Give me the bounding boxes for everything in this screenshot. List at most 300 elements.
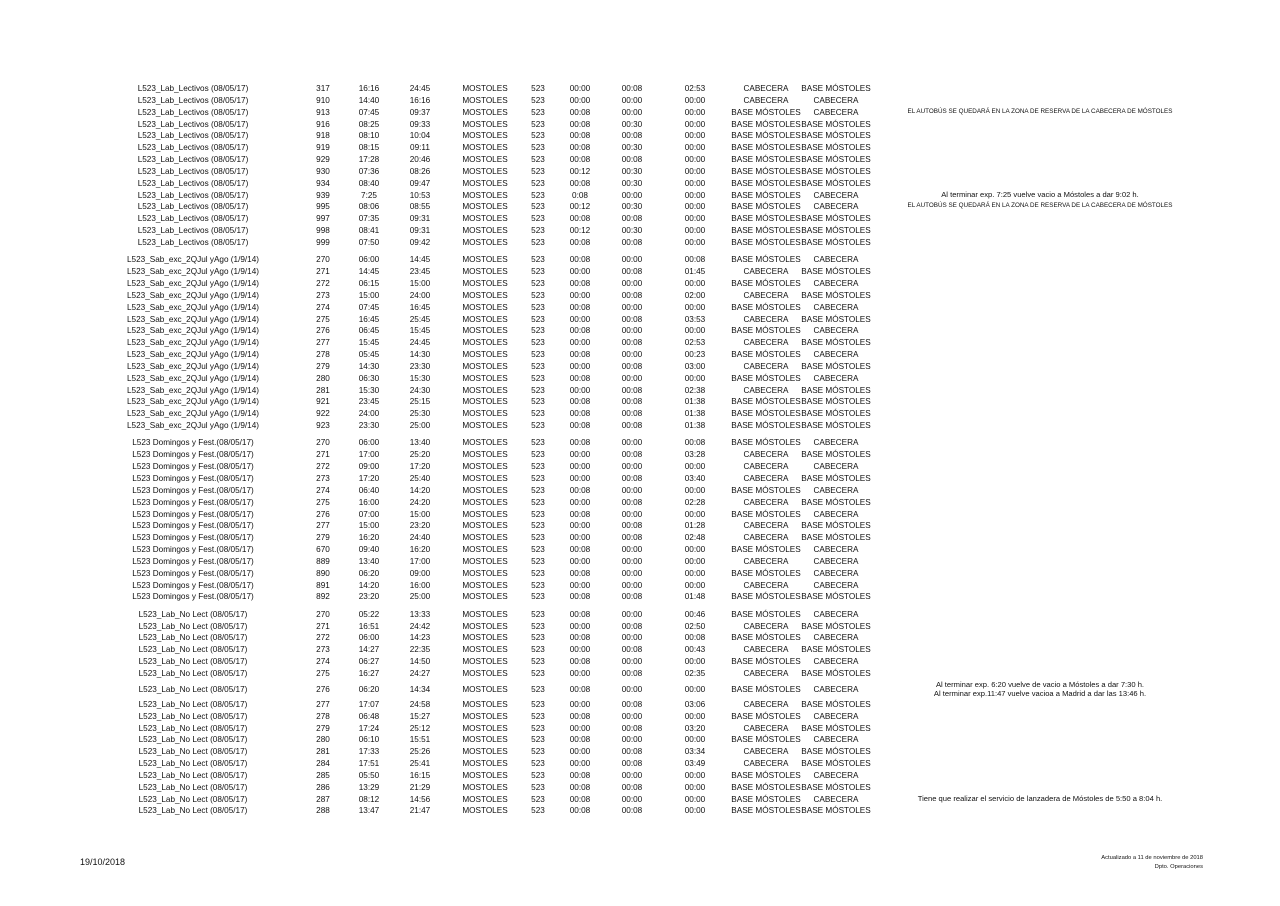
line-number-cell: 523 xyxy=(531,373,545,383)
note-line: Al terminar exp. 6:20 vuelve de vacio a Móstoles a dar 7:30 h. xyxy=(935,680,1145,690)
end-time-cell: 24:20 xyxy=(409,497,431,507)
table-row xyxy=(0,591,1280,603)
empty-time-start-cell: 00:12 xyxy=(569,166,591,176)
service-number-cell: 317 xyxy=(316,84,330,93)
origin-cell: BASE MÓSTOLES xyxy=(731,711,801,721)
start-time-cell: 05:50 xyxy=(358,770,380,780)
empty-time-start-cell: 00:08 xyxy=(569,373,591,383)
empty-time-end-cell: 00:00 xyxy=(621,438,643,448)
start-time-cell: 06:30 xyxy=(358,373,380,383)
empty-time-start-cell: 00:08 xyxy=(569,485,591,495)
empty-time-start-cell: 00:08 xyxy=(569,326,591,336)
destination-cell: CABECERA xyxy=(813,794,859,804)
origin-cell: CABECERA xyxy=(743,450,789,460)
destination-cell: BASE MÓSTOLES xyxy=(801,669,871,678)
table-row xyxy=(0,119,1280,131)
start-time-cell: 08:10 xyxy=(358,131,380,141)
origin-cell: BASE MÓSTOLES xyxy=(731,373,801,383)
start-time-cell: 16:27 xyxy=(358,669,380,678)
line-number-cell: 523 xyxy=(531,633,545,643)
line-number-cell: 523 xyxy=(531,509,545,519)
empty-time-start-cell: 00:08 xyxy=(569,684,591,694)
service-name-cell: L523 Domingos y Fest.(08/05/17) xyxy=(132,497,254,507)
line-number-cell: 523 xyxy=(531,645,545,655)
service-name-cell: L523_Sab_exc_2QJul yAgo (1/9/14) xyxy=(127,290,259,300)
line-number-cell: 523 xyxy=(531,711,545,721)
start-time-cell: 23:45 xyxy=(358,397,380,407)
end-time-cell: 15:45 xyxy=(409,326,431,336)
origin-cell: BASE MÓSTOLES xyxy=(731,255,801,265)
empty-time-start-cell: 00:00 xyxy=(569,314,591,324)
extra-time-cell: 00:00 xyxy=(684,782,706,792)
table-row xyxy=(0,95,1280,107)
origin-cell: CABECERA xyxy=(743,669,789,678)
note-cell xyxy=(860,201,1220,210)
service-number-cell: 285 xyxy=(316,770,330,780)
destination-cell: BASE MÓSTOLES xyxy=(801,267,871,277)
destination-cell: BASE MÓSTOLES xyxy=(801,338,871,348)
start-time-cell: 14:45 xyxy=(358,267,380,277)
destination-cell: BASE MÓSTOLES xyxy=(801,497,871,507)
service-name-cell: L523_Sab_exc_2QJul yAgo (1/9/14) xyxy=(127,397,259,407)
end-time-cell: 24:30 xyxy=(409,385,431,395)
start-time-cell: 06:27 xyxy=(358,657,380,667)
line-number-cell: 523 xyxy=(531,409,545,419)
note-cell xyxy=(860,680,1220,699)
service-number-cell: 270 xyxy=(316,438,330,448)
service-name-cell: L523_Lab_Lectivos (08/05/17) xyxy=(137,178,249,188)
empty-time-start-cell: 00:00 xyxy=(569,521,591,531)
empty-time-start-cell: 00:08 xyxy=(569,545,591,555)
line-number-cell: 523 xyxy=(531,202,545,212)
end-time-cell: 08:26 xyxy=(409,166,431,176)
line-number-cell: 523 xyxy=(531,226,545,236)
extra-time-cell: 02:00 xyxy=(684,290,706,300)
city-cell: MOSTOLES xyxy=(462,711,508,721)
destination-cell: CABECERA xyxy=(813,279,859,288)
line-number-cell: 523 xyxy=(531,279,545,288)
extra-time-cell: 00:46 xyxy=(684,609,706,619)
empty-time-end-cell: 00:00 xyxy=(621,462,643,472)
origin-cell: BASE MÓSTOLES xyxy=(731,155,801,165)
service-name-cell: L523_Sab_exc_2QJul yAgo (1/9/14) xyxy=(127,421,259,431)
empty-time-end-cell: 00:30 xyxy=(621,119,643,129)
start-time-cell: 08:40 xyxy=(358,178,380,188)
service-name-cell: L523_Lab_Lectivos (08/05/17) xyxy=(137,166,249,176)
origin-cell: BASE MÓSTOLES xyxy=(731,633,801,643)
line-number-cell: 523 xyxy=(531,237,545,247)
table-row xyxy=(0,734,1280,746)
empty-time-end-cell: 00:08 xyxy=(621,421,643,431)
end-time-cell: 13:40 xyxy=(409,438,431,448)
end-time-cell: 10:53 xyxy=(409,190,431,200)
city-cell: MOSTOLES xyxy=(462,409,508,419)
city-cell: MOSTOLES xyxy=(462,735,508,745)
service-number-cell: 273 xyxy=(316,290,330,300)
service-number-cell: 277 xyxy=(316,338,330,348)
destination-cell: CABECERA xyxy=(813,556,859,566)
destination-cell: BASE MÓSTOLES xyxy=(801,226,871,236)
service-number-cell: 998 xyxy=(316,226,330,236)
city-cell: MOSTOLES xyxy=(462,314,508,324)
destination-cell: BASE MÓSTOLES xyxy=(801,747,871,757)
empty-time-end-cell: 00:00 xyxy=(621,485,643,495)
origin-cell: BASE MÓSTOLES xyxy=(731,609,801,619)
city-cell: MOSTOLES xyxy=(462,723,508,733)
service-number-cell: 670 xyxy=(316,545,330,555)
origin-cell: BASE MÓSTOLES xyxy=(731,592,801,602)
service-number-cell: 916 xyxy=(316,119,330,129)
service-name-cell: L523_Lab_Lectivos (08/05/17) xyxy=(137,119,249,129)
service-name-cell: L523_Lab_Lectivos (08/05/17) xyxy=(137,155,249,165)
line-number-cell: 523 xyxy=(531,119,545,129)
empty-time-start-cell: 00:08 xyxy=(569,143,591,153)
start-time-cell: 06:20 xyxy=(358,684,380,694)
line-number-cell: 523 xyxy=(531,314,545,324)
line-number-cell: 523 xyxy=(531,155,545,165)
empty-time-end-cell: 00:00 xyxy=(621,279,643,288)
table-row xyxy=(0,130,1280,142)
line-number-cell: 523 xyxy=(531,350,545,360)
origin-cell: BASE MÓSTOLES xyxy=(731,409,801,419)
end-time-cell: 14:23 xyxy=(409,633,431,643)
start-time-cell: 7:25 xyxy=(361,190,377,200)
city-cell: MOSTOLES xyxy=(462,107,508,117)
service-number-cell: 281 xyxy=(316,747,330,757)
service-number-cell: 281 xyxy=(316,385,330,395)
service-name-cell: L523 Domingos y Fest.(08/05/17) xyxy=(132,485,254,495)
city-cell: MOSTOLES xyxy=(462,462,508,472)
city-cell: MOSTOLES xyxy=(462,373,508,383)
empty-time-start-cell: 00:08 xyxy=(569,409,591,419)
extra-time-cell: 02:38 xyxy=(684,385,706,395)
start-time-cell: 13:47 xyxy=(358,806,380,816)
note-line: Al terminar exp. 7:25 vuelve vacio a Móstoles a dar 9:02 h. xyxy=(941,189,1139,199)
destination-cell: BASE MÓSTOLES xyxy=(801,119,871,129)
empty-time-start-cell: 00:00 xyxy=(569,533,591,543)
empty-time-end-cell: 00:08 xyxy=(621,669,643,678)
extra-time-cell: 00:00 xyxy=(684,326,706,336)
empty-time-start-cell: 00:08 xyxy=(569,237,591,247)
destination-cell: CABECERA xyxy=(813,580,859,590)
service-name-cell: L523_Sab_exc_2QJul yAgo (1/9/14) xyxy=(127,279,259,288)
empty-time-start-cell: 00:08 xyxy=(569,397,591,407)
service-name-cell: L523 Domingos y Fest.(08/05/17) xyxy=(132,568,254,578)
table-row xyxy=(0,632,1280,644)
city-cell: MOSTOLES xyxy=(462,684,508,694)
empty-time-start-cell: 00:00 xyxy=(569,556,591,566)
line-number-cell: 523 xyxy=(531,699,545,709)
line-number-cell: 523 xyxy=(531,255,545,265)
destination-cell: CABECERA xyxy=(813,190,859,200)
extra-time-cell: 00:00 xyxy=(684,545,706,555)
table-row xyxy=(0,408,1280,420)
start-time-cell: 07:50 xyxy=(358,237,380,247)
empty-time-end-cell: 00:00 xyxy=(621,633,643,643)
empty-time-end-cell: 00:00 xyxy=(621,735,643,745)
table-row xyxy=(0,461,1280,473)
empty-time-start-cell: 00:08 xyxy=(569,421,591,431)
start-time-cell: 08:15 xyxy=(358,143,380,153)
table-row xyxy=(0,190,1280,202)
origin-cell: CABECERA xyxy=(743,621,789,631)
start-time-cell: 24:00 xyxy=(358,409,380,419)
start-time-cell: 09:00 xyxy=(358,462,380,472)
start-time-cell: 17:33 xyxy=(358,747,380,757)
destination-cell: BASE MÓSTOLES xyxy=(801,237,871,247)
table-row xyxy=(0,237,1280,249)
empty-time-start-cell: 00:00 xyxy=(569,361,591,371)
destination-cell: CABECERA xyxy=(813,568,859,578)
line-number-cell: 523 xyxy=(531,794,545,804)
table-row xyxy=(0,532,1280,544)
city-cell: MOSTOLES xyxy=(462,485,508,495)
line-number-cell: 523 xyxy=(531,759,545,769)
line-number-cell: 523 xyxy=(531,621,545,631)
city-cell: MOSTOLES xyxy=(462,782,508,792)
service-number-cell: 279 xyxy=(316,361,330,371)
line-number-cell: 523 xyxy=(531,806,545,816)
service-number-cell: 934 xyxy=(316,178,330,188)
empty-time-start-cell: 00:08 xyxy=(569,178,591,188)
extra-time-cell: 00:00 xyxy=(684,155,706,165)
end-time-cell: 24:42 xyxy=(409,621,431,631)
service-number-cell: 272 xyxy=(316,633,330,643)
empty-time-end-cell: 00:30 xyxy=(621,226,643,236)
line-number-cell: 523 xyxy=(531,521,545,531)
line-number-cell: 523 xyxy=(531,361,545,371)
extra-time-cell: 00:00 xyxy=(684,202,706,212)
end-time-cell: 09:42 xyxy=(409,237,431,247)
extra-time-cell: 00:00 xyxy=(684,770,706,780)
line-number-cell: 523 xyxy=(531,338,545,348)
table-row xyxy=(0,473,1280,485)
origin-cell: BASE MÓSTOLES xyxy=(731,302,801,312)
city-cell: MOSTOLES xyxy=(462,166,508,176)
end-time-cell: 13:33 xyxy=(409,609,431,619)
city-cell: MOSTOLES xyxy=(462,397,508,407)
service-number-cell: 995 xyxy=(316,202,330,212)
start-time-cell: 06:40 xyxy=(358,485,380,495)
empty-time-start-cell: 00:00 xyxy=(569,267,591,277)
empty-time-start-cell: 00:00 xyxy=(569,84,591,93)
city-cell: MOSTOLES xyxy=(462,580,508,590)
start-time-cell: 09:40 xyxy=(358,545,380,555)
line-number-cell: 523 xyxy=(531,166,545,176)
line-number-cell: 523 xyxy=(531,657,545,667)
service-name-cell: L523_Sab_exc_2QJul yAgo (1/9/14) xyxy=(127,267,259,277)
empty-time-start-cell: 00:00 xyxy=(569,462,591,472)
service-name-cell: L523_Lab_Lectivos (08/05/17) xyxy=(137,214,249,224)
table-row xyxy=(0,420,1280,432)
start-time-cell: 17:51 xyxy=(358,759,380,769)
service-number-cell: 929 xyxy=(316,155,330,165)
end-time-cell: 24:27 xyxy=(409,669,431,678)
origin-cell: BASE MÓSTOLES xyxy=(731,397,801,407)
table-row xyxy=(0,396,1280,408)
service-name-cell: L523_Lab_Lectivos (08/05/17) xyxy=(137,202,249,212)
service-name-cell: L523_Lab_Lectivos (08/05/17) xyxy=(137,237,249,247)
service-name-cell: L523_Sab_exc_2QJul yAgo (1/9/14) xyxy=(127,338,259,348)
destination-cell: BASE MÓSTOLES xyxy=(801,806,871,816)
extra-time-cell: 00:00 xyxy=(684,214,706,224)
service-name-cell: L523 Domingos y Fest.(08/05/17) xyxy=(132,592,254,602)
origin-cell: BASE MÓSTOLES xyxy=(731,178,801,188)
note-cell xyxy=(860,794,1220,803)
city-cell: MOSTOLES xyxy=(462,131,508,141)
city-cell: MOSTOLES xyxy=(462,143,508,153)
schedule-table xyxy=(0,83,1280,817)
empty-time-start-cell: 0:08 xyxy=(572,190,588,200)
service-number-cell: 918 xyxy=(316,131,330,141)
table-row xyxy=(0,213,1280,225)
destination-cell: BASE MÓSTOLES xyxy=(801,397,871,407)
service-number-cell: 272 xyxy=(316,279,330,288)
service-number-cell: 270 xyxy=(316,255,330,265)
start-time-cell: 15:30 xyxy=(358,385,380,395)
start-time-cell: 16:20 xyxy=(358,533,380,543)
extra-time-cell: 00:00 xyxy=(684,509,706,519)
line-number-cell: 523 xyxy=(531,84,545,93)
start-time-cell: 06:48 xyxy=(358,711,380,721)
line-number-cell: 523 xyxy=(531,438,545,448)
line-number-cell: 523 xyxy=(531,190,545,200)
service-name-cell: L523_Lab_No Lect (08/05/17) xyxy=(138,759,248,769)
line-number-cell: 523 xyxy=(531,462,545,472)
city-cell: MOSTOLES xyxy=(462,806,508,816)
destination-cell: BASE MÓSTOLES xyxy=(801,385,871,395)
service-name-cell: L523 Domingos y Fest.(08/05/17) xyxy=(132,474,254,483)
empty-time-start-cell: 00:08 xyxy=(569,711,591,721)
empty-time-start-cell: 00:00 xyxy=(569,759,591,769)
extra-time-cell: 00:00 xyxy=(684,131,706,141)
end-time-cell: 14:34 xyxy=(409,684,431,694)
empty-time-start-cell: 00:08 xyxy=(569,302,591,312)
city-cell: MOSTOLES xyxy=(462,609,508,619)
table-row xyxy=(0,437,1280,449)
service-name-cell: L523_Lab_Lectivos (08/05/17) xyxy=(137,143,249,153)
line-number-cell: 523 xyxy=(531,267,545,277)
end-time-cell: 23:45 xyxy=(409,267,431,277)
city-cell: MOSTOLES xyxy=(462,84,508,93)
city-cell: MOSTOLES xyxy=(462,533,508,543)
end-time-cell: 14:20 xyxy=(409,485,431,495)
start-time-cell: 14:20 xyxy=(358,580,380,590)
line-number-cell: 523 xyxy=(531,214,545,224)
end-time-cell: 15:51 xyxy=(409,735,431,745)
end-time-cell: 20:46 xyxy=(409,155,431,165)
footer-updated: Actualizado a 11 de noviembre de 2018 xyxy=(1101,855,1203,861)
line-number-cell: 523 xyxy=(531,556,545,566)
service-number-cell: 922 xyxy=(316,409,330,419)
city-cell: MOSTOLES xyxy=(462,326,508,336)
end-time-cell: 17:00 xyxy=(409,556,431,566)
end-time-cell: 21:47 xyxy=(409,806,431,816)
line-number-cell: 523 xyxy=(531,107,545,117)
table-row xyxy=(0,337,1280,349)
service-number-cell: 279 xyxy=(316,723,330,733)
end-time-cell: 25:12 xyxy=(409,723,431,733)
origin-cell: BASE MÓSTOLES xyxy=(731,806,801,816)
empty-time-end-cell: 00:00 xyxy=(621,794,643,804)
city-cell: MOSTOLES xyxy=(462,202,508,212)
note-line: Al terminar exp.11:47 vuelve vacioa a Madrid a dar las 13:46 h. xyxy=(933,689,1147,699)
service-number-cell: 273 xyxy=(316,474,330,483)
service-number-cell: 276 xyxy=(316,684,330,694)
extra-time-cell: 00:43 xyxy=(684,645,706,655)
start-time-cell: 08:12 xyxy=(358,794,380,804)
empty-time-end-cell: 00:08 xyxy=(621,759,643,769)
empty-time-start-cell: 00:08 xyxy=(569,214,591,224)
table-row xyxy=(0,449,1280,461)
destination-cell: CABECERA xyxy=(813,609,859,619)
empty-time-start-cell: 00:00 xyxy=(569,580,591,590)
empty-time-end-cell: 00:08 xyxy=(621,290,643,300)
destination-cell: BASE MÓSTOLES xyxy=(801,166,871,176)
extra-time-cell: 00:00 xyxy=(684,684,706,694)
empty-time-end-cell: 00:30 xyxy=(621,166,643,176)
service-name-cell: L523_Sab_exc_2QJul yAgo (1/9/14) xyxy=(127,409,259,419)
service-name-cell: L523 Domingos y Fest.(08/05/17) xyxy=(132,521,254,531)
table-row xyxy=(0,166,1280,178)
end-time-cell: 24:40 xyxy=(409,533,431,543)
end-time-cell: 10:04 xyxy=(409,131,431,141)
footer-department: Dpto. Operaciones xyxy=(1154,864,1203,870)
service-number-cell: 279 xyxy=(316,533,330,543)
end-time-cell: 15:30 xyxy=(409,373,431,383)
extra-time-cell: 00:00 xyxy=(684,302,706,312)
empty-time-start-cell: 00:00 xyxy=(569,669,591,678)
end-time-cell: 14:45 xyxy=(409,255,431,265)
end-time-cell: 25:00 xyxy=(409,592,431,602)
service-number-cell: 910 xyxy=(316,95,330,105)
end-time-cell: 25:30 xyxy=(409,409,431,419)
table-row xyxy=(0,580,1280,592)
destination-cell: BASE MÓSTOLES xyxy=(801,178,871,188)
extra-time-cell: 00:08 xyxy=(684,633,706,643)
destination-cell: CABECERA xyxy=(813,202,859,212)
destination-cell: BASE MÓSTOLES xyxy=(801,759,871,769)
empty-time-start-cell: 00:00 xyxy=(569,474,591,483)
city-cell: MOSTOLES xyxy=(462,699,508,709)
end-time-cell: 24:00 xyxy=(409,290,431,300)
origin-cell: CABECERA xyxy=(743,699,789,709)
table-row xyxy=(0,178,1280,190)
origin-cell: BASE MÓSTOLES xyxy=(731,107,801,117)
line-number-cell: 523 xyxy=(531,450,545,460)
line-number-cell: 523 xyxy=(531,545,545,555)
table-row xyxy=(0,373,1280,385)
start-time-cell: 05:22 xyxy=(358,609,380,619)
end-time-cell: 15:00 xyxy=(409,509,431,519)
origin-cell: BASE MÓSTOLES xyxy=(731,545,801,555)
line-number-cell: 523 xyxy=(531,669,545,678)
service-name-cell: L523_Sab_exc_2QJul yAgo (1/9/14) xyxy=(127,350,259,360)
empty-time-end-cell: 00:08 xyxy=(621,131,643,141)
empty-time-start-cell: 00:00 xyxy=(569,290,591,300)
service-name-cell: L523_Lab_No Lect (08/05/17) xyxy=(138,794,248,804)
service-name-cell: L523_Lab_No Lect (08/05/17) xyxy=(138,711,248,721)
line-number-cell: 523 xyxy=(531,397,545,407)
extra-time-cell: 00:00 xyxy=(684,580,706,590)
note-cell xyxy=(860,107,1220,116)
start-time-cell: 08:25 xyxy=(358,119,380,129)
service-number-cell: 997 xyxy=(316,214,330,224)
table-row xyxy=(0,770,1280,782)
empty-time-end-cell: 00:08 xyxy=(621,497,643,507)
line-number-cell: 523 xyxy=(531,723,545,733)
end-time-cell: 15:27 xyxy=(409,711,431,721)
